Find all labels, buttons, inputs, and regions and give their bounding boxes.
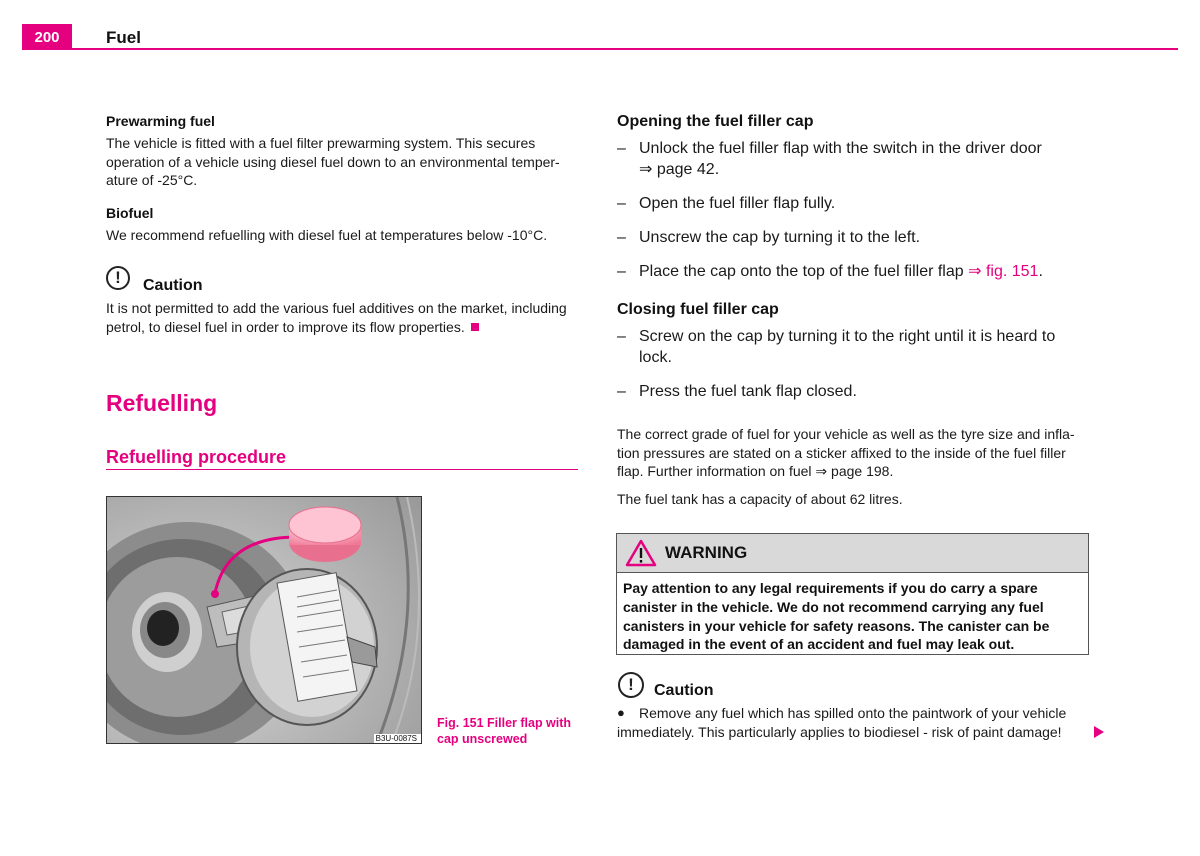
bullet-icon: ● [617, 705, 625, 720]
caution-line-last [106, 318, 586, 337]
header-rule [22, 48, 1178, 50]
list-item [617, 261, 1097, 282]
caution-icon: ! [618, 672, 644, 698]
info-line: tion pressures are stated on a sticker affixed to the inside of the fuel filler [617, 444, 1066, 461]
list-item [617, 193, 1097, 214]
dash-icon: – [617, 229, 626, 246]
prewarming-line: operation of a vehicle using diesel fuel down to an environmental temper- [106, 153, 560, 170]
caution-line: Remove any fuel which has spilled onto the paintwork of your vehicle [639, 705, 1067, 721]
subsection-title: Refuelling procedure [106, 447, 287, 467]
prewarming-text [106, 134, 586, 190]
opening-heading: Opening the fuel filler cap [617, 113, 814, 130]
list-item [617, 381, 1097, 402]
figure-caption-line: cap unscrewed [437, 731, 528, 746]
filler-flap-illustration-icon [107, 497, 421, 743]
caution-line: immediately. This particularly applies to biodiesel - risk of paint damage! [617, 723, 1062, 740]
step-line: lock. [639, 349, 672, 366]
step-line: Unlock the fuel filler flap with the switch in the driver door [639, 140, 1042, 157]
prewarming-line: The vehicle is fitted with a fuel filter prewarming system. This secures [106, 135, 536, 151]
warning-line: canister in the vehicle. We do not recommend carrying any fuel [623, 598, 1044, 615]
dash-icon: – [617, 140, 626, 157]
warning-box [616, 533, 1089, 655]
caution-line-last [617, 723, 1117, 742]
page-number: 200 [22, 24, 72, 50]
step-text: Unscrew the cap by turning it to the left. [639, 229, 921, 246]
dash-icon: – [617, 263, 626, 280]
prewarming-line: ature of -25°C. [106, 172, 198, 189]
figure-code: B3U-0087S [375, 734, 417, 743]
figure-fuel-filler-flap [106, 496, 422, 744]
continue-arrow-icon [1093, 725, 1105, 739]
step-text: Press the fuel tank flap closed. [639, 383, 857, 400]
dash-icon: – [617, 328, 626, 345]
page-title: Fuel [106, 28, 141, 47]
section-title: Refuelling [106, 390, 218, 416]
step-line: Place the cap onto the top of the fuel filler flap [639, 263, 969, 280]
info-line: The correct grade of fuel for your vehicle as well as the tyre size and infla- [617, 426, 1075, 442]
step-line: ⇒ page 42. [639, 161, 720, 178]
warning-header [617, 534, 1088, 573]
warning-label: WARNING [665, 543, 748, 562]
capacity-text: The fuel tank has a capacity of about 62 litres. [617, 491, 903, 507]
step-text: Open the fuel filler flap fully. [639, 195, 836, 212]
step-line: Screw on the cap by turning it to the right until it is heard to [639, 328, 1056, 345]
closing-steps [617, 326, 1097, 402]
caution-label: Caution [654, 682, 714, 699]
warning-line: canisters in your vehicle for safety reasons. The canister can be [623, 617, 1050, 634]
info-paragraph [617, 425, 1097, 481]
biofuel-heading: Biofuel [106, 205, 154, 221]
warning-text [617, 573, 1088, 660]
warning-line: Pay attention to any legal requirements if you do carry a spare [623, 580, 1038, 596]
step-text [639, 326, 1055, 368]
list-item [617, 704, 1117, 723]
figure-caption [437, 716, 571, 747]
step-text [639, 261, 1043, 282]
subsection-rule [106, 469, 578, 470]
figure-link[interactable]: ⇒ fig. 151 [968, 263, 1039, 280]
step-text [639, 138, 1042, 180]
dash-icon: – [617, 383, 626, 400]
caution-line: petrol, to diesel fuel in order to improve its flow properties. [106, 318, 465, 335]
list-item [617, 138, 1097, 180]
info-line: flap. Further information on fuel ⇒ page 198. [617, 463, 894, 480]
caution-label: Caution [143, 277, 203, 294]
warning-line: damaged in the event of an accident and fuel may leak out. [623, 636, 1015, 653]
end-marker-icon [471, 323, 479, 331]
caution-text [106, 299, 586, 336]
list-item [617, 326, 1097, 368]
list-item [617, 227, 1097, 248]
biofuel-text: We recommend refuelling with diesel fuel at temperatures below -10°C. [106, 227, 548, 243]
caution-icon: ! [106, 266, 130, 290]
closing-heading: Closing fuel filler cap [617, 301, 779, 318]
caution-line: It is not permitted to add the various fuel additives on the market, including [106, 300, 567, 316]
dash-icon: – [617, 195, 626, 212]
caution-text [617, 704, 1117, 741]
opening-steps [617, 138, 1097, 282]
warning-triangle-icon [625, 539, 657, 567]
figure-caption-line: Fig. 151 Filler flap with [437, 716, 572, 730]
prewarming-heading: Prewarming fuel [106, 113, 215, 129]
step-tail: . [1038, 263, 1043, 280]
